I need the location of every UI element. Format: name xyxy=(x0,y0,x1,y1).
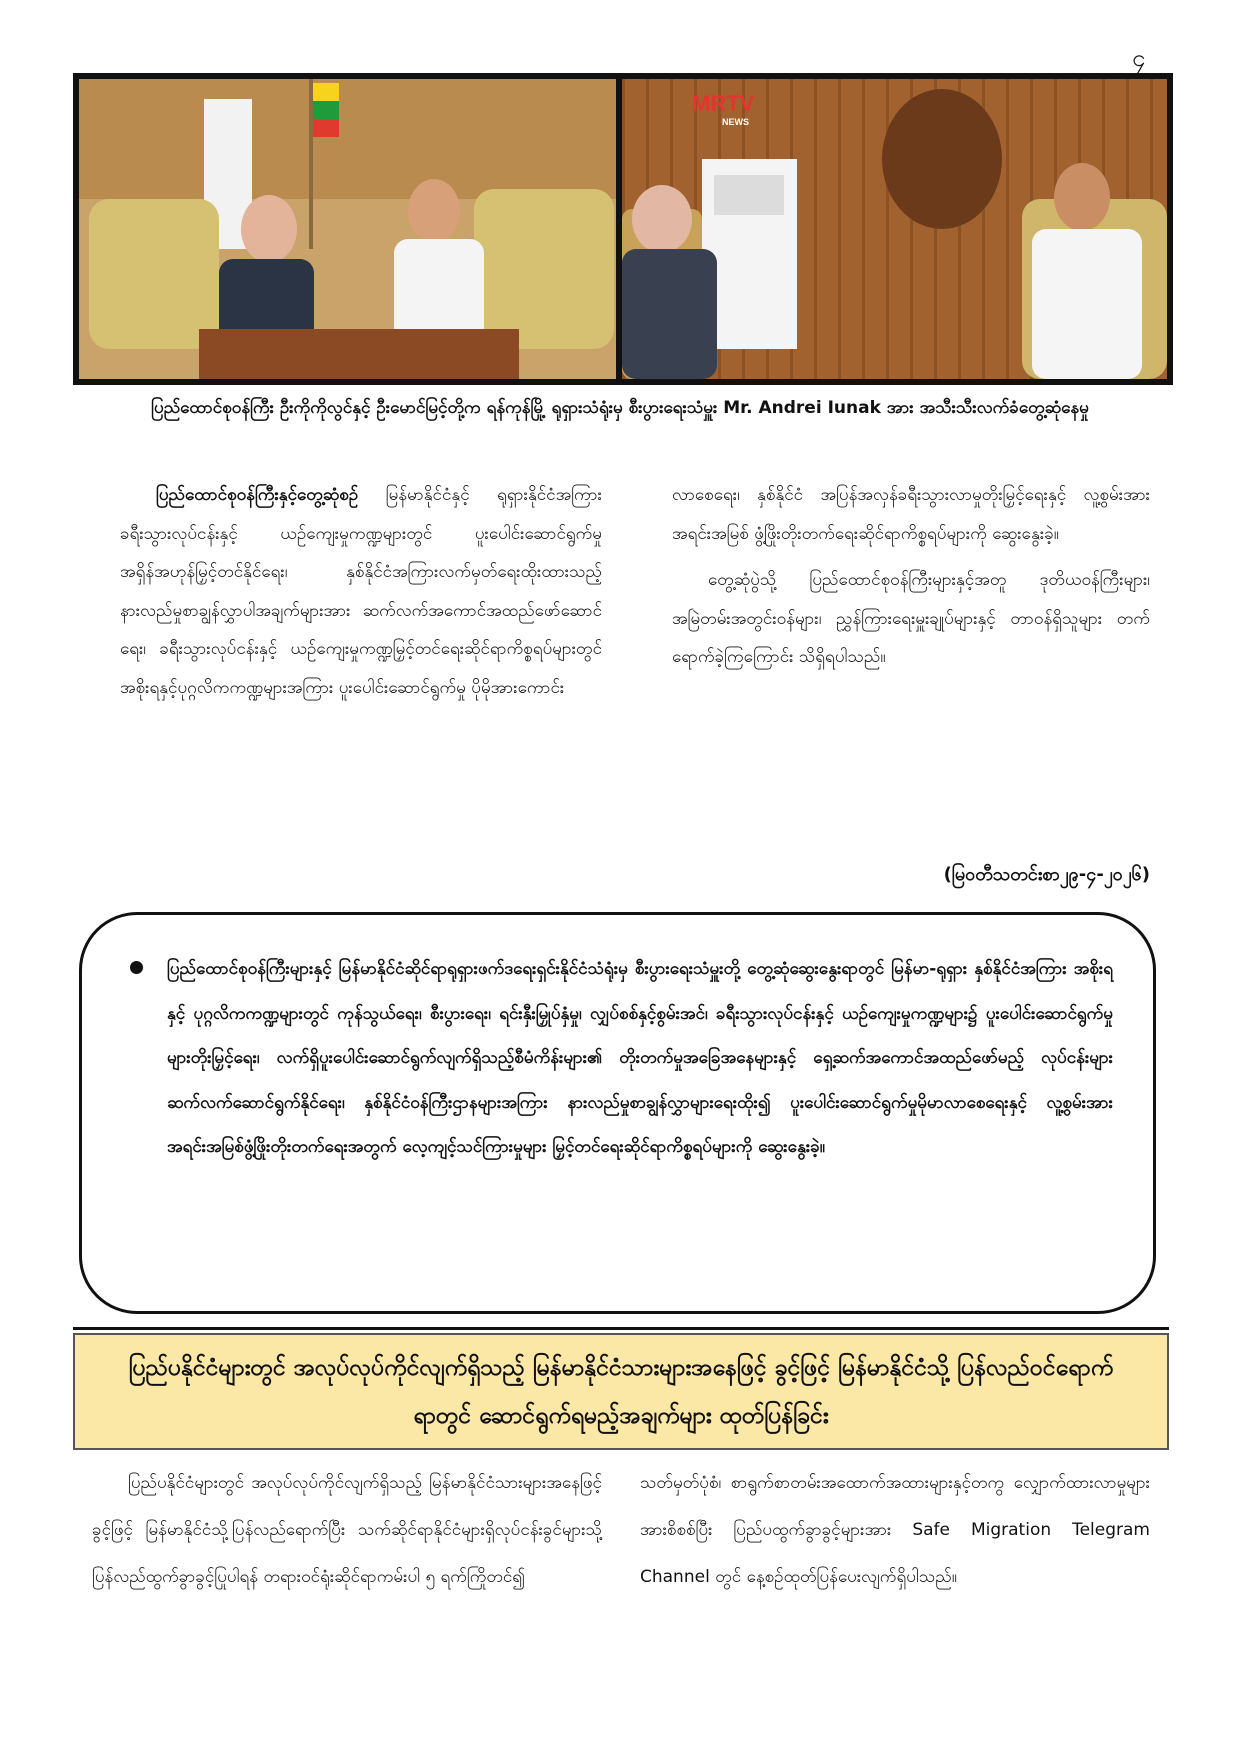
page-number: ၄ xyxy=(1132,44,1146,72)
bullet-icon xyxy=(130,961,143,974)
article2-headline-box xyxy=(73,1333,1169,1450)
summary-text: ပြည်ထောင်စုဝန်ကြီးများနှင့် မြန်မာနိုင်ငံဆိုင်ရာရုရှားဖက်ဒရေးရှင်းနိုင်ငံသံရုံးမှ စီးပွားရေးသံမှူးတို့ တွေ့ဆုံဆွေးနွေးရာတွင် မြန်မာ-ရုရှား နှစ်နိုင်ငံအကြား အစိုးရနှင့် ပုဂ္ဂလိကကဏ္ဍများတွင် ကုန်သွယ်ရေး၊ စီးပွားရေး၊ ရင်းနှီးမြှုပ်နှံမှု၊ လျှပ်စစ်နှင့်စွမ်းအင်၊ ခရီးသွားလုပ်ငန်းနှင့် ယဉ်ကျေးမှုကဏ္ဍများ၌ ပူးပေါင်းဆောင်ရွက်မှုများတိုးမြှင့်ရေး၊ လက်ရှိပူးပေါင်းဆောင်ရွက်လျက်ရှိသည့်စီမံကိန်းများ၏ တိုးတက်မှုအခြေအနေများနှင့် ရှေ့ဆက်အကောင်အထည်ဖော်မည့် လုပ်ငန်းများ ဆက်လက်ဆောင်ရွက်နိုင်ရေး၊ နှစ်နိုင်ငံဝန်ကြီးဌာနများအကြား နားလည်မှုစာချွန်လွှာများရေးထိုး၍ ပူးပေါင်းဆောင်ရွက်မှုမိုမာလာစေရေးနှင့် လူ့စွမ်းအားအရင်းအမြစ်ဖွံ့ဖြိုးတိုးတက်ရေးအတွက် လေ့ကျင့်သင်ကြားမှုများ မြှင့်တင်ရေးဆိုင်ရာကိစ္စရပ်များကို ဆွေးနွေးခဲ့။ xyxy=(167,959,1113,1157)
article1-left-column xyxy=(120,476,602,707)
article1-lead: ပြည်ထောင်စုဝန်ကြီးနှင့်တွေ့ဆုံစဉ် xyxy=(156,485,359,505)
article2-headline: ပြည်ပနိုင်ငံများတွင် အလုပ်လုပ်ကိုင်လျက်ရှိသည့် မြန်မာနိုင်ငံသားများအနေဖြင့် ခွင့်ဖြင့် မြန်မာနိုင်ငံသို့ ပြန်လည်ဝင်ရောက်ရာတွင် ဆောင်ရွက်ရမည့်အချက်များ ထုတ်ပြန်ခြင်း xyxy=(128,1354,1114,1429)
mrtv-logo-sub: NEWS xyxy=(722,117,749,127)
mrtv-logo: MRTV xyxy=(692,91,755,116)
summary-bullet-item xyxy=(130,947,1113,1170)
article2-left-text: ပြည်ပနိုင်ငံများတွင် အလုပ်လုပ်ကိုင်လျက်ရှိသည့် မြန်မာနိုင်ငံသားများအနေဖြင့် ခွင့်ဖြင့် မြန်မာနိုင်ငံသို့ပြန်လည်ရောက်ပြီး သက်ဆိုင်ရာနိုင်ငံများရှိလုပ်ငန်းခွင်များသို့ ပြန်လည်ထွက်ခွာခွင့်ပြုပါရန် တရားဝင်ရုံးဆိုင်ရာကမ်းပါ ၅ ရက်ကြိုတင်၍ xyxy=(92,1473,602,1587)
meeting-photo-left-illustration xyxy=(79,79,616,379)
photo-caption: ပြည်ထောင်စုဝန်ကြီး ဦးကိုကိုလွင်နှင့် ဦးမောင်မြင့်တို့က ရန်ကုန်မြို့ ရုရှားသံရုံးမှ စီးပွားရေးသံမှူး Mr. Andrei Iunak အား အသီးသီးလက်ခံတွေ့ဆုံနေမှု xyxy=(151,398,1089,418)
photo-strip xyxy=(73,73,1173,385)
article1-right-column xyxy=(672,476,1150,677)
meeting-photo-left xyxy=(79,79,616,379)
article1-right-paragraph-1: လာစေရေး၊ နှစ်နိုင်ငံ အပြန်အလှန်ခရီးသွားလာမှုတိုးမြှင့်ရေးနှင့် လူ့စွမ်းအားအရင်းအမြစ် ဖွံ့ဖြိုးတိုးတက်ရေးဆိုင်ရာကိစ္စရပ်များကို ဆွေးနွေးခဲ့။ xyxy=(672,485,1150,544)
article1-left-text: မြန်မာနိုင်ငံနှင့် ရုရှားနိုင်ငံအကြား ခရီးသွားလုပ်ငန်းနှင့် ယဉ်ကျေးမှုကဏ္ဍများတွင် ပူးပေါင်းဆောင်ရွက်မှု အရှိန်အဟုန်မြှင့်တင်နိုင်ရေး၊ နှစ်နိုင်ငံအကြားလက်မှတ်ရေးထိုးထားသည့် နားလည်မှုစာချွန်လွှာပါအချက်များအား ဆက်လက်အကောင်အထည်ဖော်ဆောင်ရေး၊ ခရီးသွားလုပ်ငန်းနှင့် ယဉ်ကျေးမှုကဏ္ဍမြှင့်တင်ရေးဆိုင်ရာကိစ္စရပ်များတွင် အစိုးရနှင့်ပုဂ္ဂလိကကဏ္ဍများအကြား ပူးပေါင်းဆောင်ရွက်မှု ပိုမိုအားကောင်း xyxy=(120,485,602,698)
article2-right-text: သတ်မှတ်ပုံစံ၊ စာရွက်စာတမ်းအထောက်အထားများနှင့်တကွ လျှောက်ထားလာမှုများအားစိစစ်ပြီး ပြည်ပထွက်ခွာခွင့်များအား Safe Migration Telegram Channel တွင် နေ့စဉ်ထုတ်ပြန်ပေးလျက်ရှိပါသည်။ xyxy=(640,1473,1150,1587)
meeting-photo-right-illustration xyxy=(622,79,1167,379)
meeting-photo-right xyxy=(622,79,1167,379)
article1-source: (မြဝတီသတင်းစာ၂၉-၄-၂၀၂၆) xyxy=(943,864,1150,885)
summary-box xyxy=(79,912,1156,1314)
article2-right-column xyxy=(640,1460,1150,1601)
article2-left-column xyxy=(92,1460,602,1601)
article1-right-paragraph-2: တွေ့ဆုံပွဲသို့ ပြည်ထောင်စုဝန်ကြီးများနှင့်အတူ ဒုတိယဝန်ကြီးများ၊ အမြဲတမ်းအတွင်းဝန်များ၊ ညွှန်ကြားရေးမှူးချုပ်များနှင့် တာဝန်ရှိသူများ တက်ရောက်ခဲ့ကြကြောင်း သိရှိရပါသည်။ xyxy=(672,570,1150,667)
section-divider xyxy=(73,1327,1169,1330)
